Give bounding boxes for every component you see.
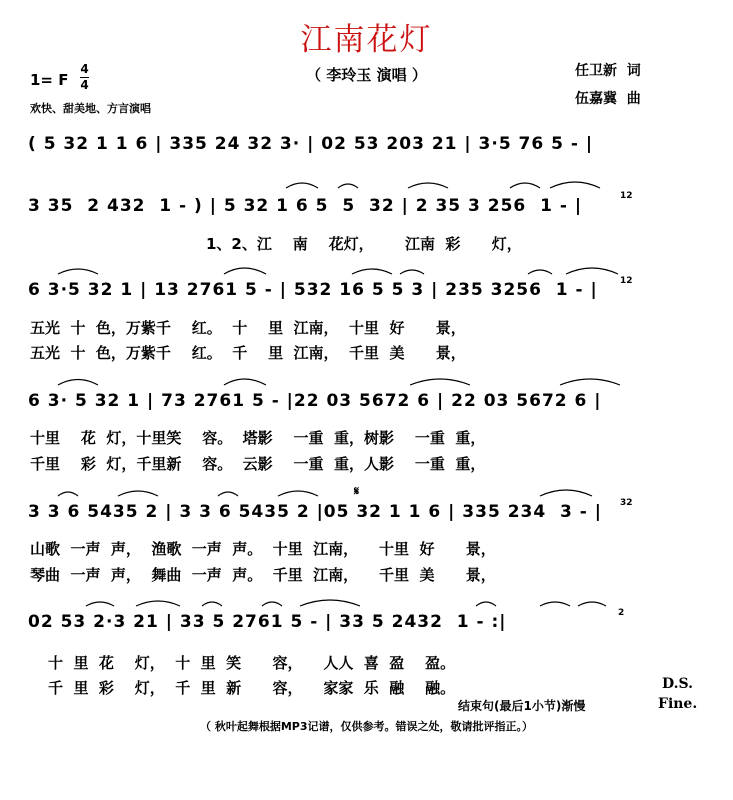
tempo-marking: 欢快、甜美地、方言演唱 — [30, 102, 151, 115]
grace-note: 12 — [620, 276, 633, 286]
lyric-line-5a: 山歌 一声 声， 渔歌 一声 声。 十里 江南， 十里 好 景， — [30, 540, 496, 558]
lyric-line-3a: 五光 十 色，万紫千 红。 十 里 江南， 十里 好 景， — [30, 319, 466, 337]
song-title: 江南花灯 — [300, 22, 433, 58]
time-signature-top: 4 — [80, 62, 89, 76]
composer-credit: 伍嘉冀 曲 — [575, 91, 641, 107]
notation-line-5: 3 3 6 5435 2 | 3 3 6 5435 2 |05 32 1 1 6 | 335 234 3 - | — [28, 502, 602, 522]
notation-line-3: 6 3·5 32 1 | 13 2761 5 - | 532 16 5 5 3 | 235 3256 1 - | — [28, 280, 598, 300]
lyric-line-5b: 琴曲 一声 声， 舞曲 一声 声。 千里 江南， 千里 美 景， — [30, 566, 496, 584]
segno-sign: 𝄋 — [354, 484, 360, 498]
notation-line-6: 02 53 2·3 21 | 33 5 2761 5 - | 33 5 2432 1 - :| — [28, 612, 507, 632]
lyric-line-6b: 千 里 彩 灯， 千 里 新 容， 家家 乐 融 融。 — [48, 679, 456, 697]
notation-line-2: 3 35 2 432 1 - ) | 5 32 1 6 5 5 32 | 2 35 3 256 1 - | — [28, 196, 583, 216]
ending-note: 结束句(最后1小节)渐慢 — [458, 699, 586, 713]
performer-line: （ 李玲玉 演唱 ） — [306, 66, 427, 84]
time-signature-bottom: 4 — [80, 78, 89, 92]
notation-line-1: ( 5 32 1 1 6 | 335 24 32 3· | 02 53 203 21 | 3·5 76 5 - | — [28, 134, 594, 154]
grace-note: 12 — [620, 191, 633, 201]
lyric-line-4b: 千里 彩 灯，千里新 容。 云影 一重 重，人影 一重 重， — [30, 455, 486, 473]
grace-note: 32 — [620, 498, 633, 508]
lyric-line-2a: 1、2、江 南 花灯， 江南 彩 灯， — [206, 235, 522, 253]
lyric-line-3b: 五光 十 色，万紫千 红。 千 里 江南， 千里 美 景， — [30, 344, 466, 362]
lyric-line-6a: 十 里 花 灯， 十 里 笑 容， 人人 喜 盈 盈。 — [48, 654, 456, 672]
da-segno-mark: D.S. — [662, 676, 694, 692]
lyric-line-4a: 十里 花 灯，十里笑 容。 塔影 一重 重，树影 一重 重， — [30, 429, 486, 447]
fine-mark: Fine. — [658, 696, 698, 712]
transcriber-remark: （ 秋叶起舞根据MP3记谱，仅供参考。错误之处，敬请批评指正。） — [200, 720, 533, 733]
lyricist-credit: 任卫新 词 — [575, 63, 641, 79]
grace-note: 2 — [618, 608, 625, 618]
notation-line-4: 6 3· 5 32 1 | 73 2761 5 - |22 03 5672 6 | 22 03 5672 6 | — [28, 391, 602, 411]
key-signature: 1= F — [30, 71, 69, 89]
